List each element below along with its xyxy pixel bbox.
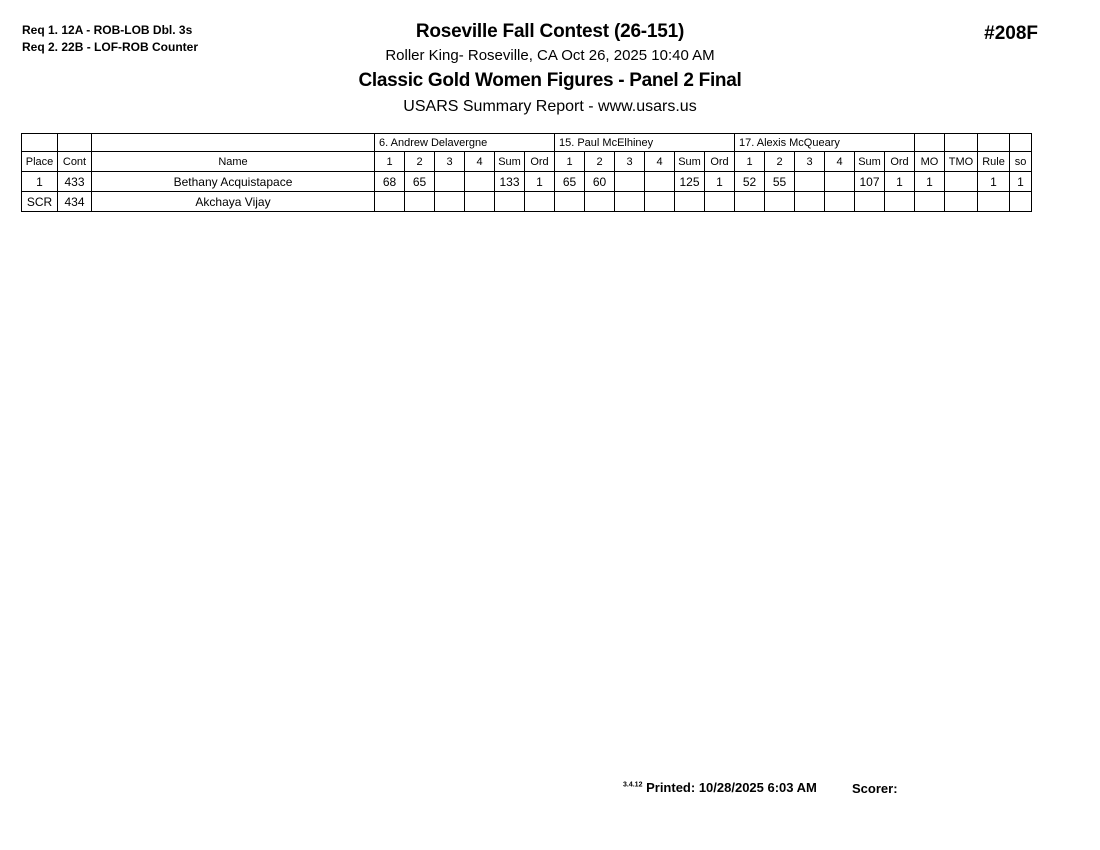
scorer-label: Scorer: bbox=[852, 781, 898, 796]
cell-j3-ord: 1 bbox=[885, 172, 915, 192]
cell-j3-s2: 55 bbox=[765, 172, 795, 192]
column-header-j3-4: 4 bbox=[825, 152, 855, 172]
judge-name-3: 17. Alexis McQueary bbox=[735, 134, 915, 152]
document-code: #208F bbox=[984, 23, 1038, 44]
cell-j2-s3 bbox=[615, 172, 645, 192]
cell-j1-s4 bbox=[465, 172, 495, 192]
cell-j1-s4 bbox=[465, 192, 495, 212]
column-header-j1-4: 4 bbox=[465, 152, 495, 172]
cell-j2-sum bbox=[675, 192, 705, 212]
column-header-row bbox=[22, 152, 1032, 172]
cell-place: 1 bbox=[22, 172, 58, 192]
column-header-j3-1: 1 bbox=[735, 152, 765, 172]
column-header-rule: Rule bbox=[978, 152, 1010, 172]
spacer-cell bbox=[945, 134, 978, 152]
column-header-j1-ord: Ord bbox=[525, 152, 555, 172]
cell-j2-s4 bbox=[645, 192, 675, 212]
cell-name: Akchaya Vijay bbox=[92, 192, 375, 212]
contest-title: Roseville Fall Contest (26-151) bbox=[415, 21, 685, 42]
results-table-container bbox=[21, 133, 1032, 212]
cell-j3-sum: 107 bbox=[855, 172, 885, 192]
column-header-j3-sum: Sum bbox=[855, 152, 885, 172]
column-header-j1-2: 2 bbox=[405, 152, 435, 172]
column-header-mo: MO bbox=[915, 152, 945, 172]
column-header-so: so bbox=[1010, 152, 1032, 172]
column-header-j2-3: 3 bbox=[615, 152, 645, 172]
column-header-tmo: TMO bbox=[945, 152, 978, 172]
cell-j2-ord: 1 bbox=[705, 172, 735, 192]
column-header-j2-ord: Ord bbox=[705, 152, 735, 172]
judge-name-1: 6. Andrew Delavergne bbox=[375, 134, 555, 152]
cell-j1-sum bbox=[495, 192, 525, 212]
cell-j3-s2 bbox=[765, 192, 795, 212]
column-header-j2-1: 1 bbox=[555, 152, 585, 172]
cell-rule bbox=[978, 192, 1010, 212]
cell-j2-ord bbox=[705, 192, 735, 212]
cell-j2-s2 bbox=[585, 192, 615, 212]
title-block bbox=[0, 20, 1100, 118]
cell-place: SCR bbox=[22, 192, 58, 212]
column-header-j3-3: 3 bbox=[795, 152, 825, 172]
cell-j3-s4 bbox=[825, 192, 855, 212]
column-header-j1-1: 1 bbox=[375, 152, 405, 172]
cell-j3-s1 bbox=[735, 192, 765, 212]
cell-rule: 1 bbox=[978, 172, 1010, 192]
cell-j3-s1: 52 bbox=[735, 172, 765, 192]
column-header-j2-2: 2 bbox=[585, 152, 615, 172]
cell-j1-sum: 133 bbox=[495, 172, 525, 192]
cell-j2-s1 bbox=[555, 192, 585, 212]
column-header-j2-4: 4 bbox=[645, 152, 675, 172]
cell-j2-s4 bbox=[645, 172, 675, 192]
cell-mo: 1 bbox=[915, 172, 945, 192]
cell-j2-s3 bbox=[615, 192, 645, 212]
spacer-cell bbox=[915, 134, 945, 152]
event-title: Classic Gold Women Figures - Panel 2 Final bbox=[358, 70, 742, 91]
cell-j3-s3 bbox=[795, 192, 825, 212]
cell-so bbox=[1010, 192, 1032, 212]
cell-j1-s2 bbox=[405, 192, 435, 212]
spacer-cell bbox=[58, 134, 92, 152]
column-header-cont: Cont bbox=[58, 152, 92, 172]
column-header-j1-sum: Sum bbox=[495, 152, 525, 172]
column-header-j2-sum: Sum bbox=[675, 152, 705, 172]
cell-j2-s1: 65 bbox=[555, 172, 585, 192]
judge-name-2: 15. Paul McElhiney bbox=[555, 134, 735, 152]
cell-tmo bbox=[945, 192, 978, 212]
spacer-cell bbox=[92, 134, 375, 152]
spacer-cell bbox=[22, 134, 58, 152]
cell-mo bbox=[915, 192, 945, 212]
report-subtitle: USARS Summary Report - www.usars.us bbox=[403, 98, 697, 115]
cell-j1-ord: 1 bbox=[525, 172, 555, 192]
column-header-j3-2: 2 bbox=[765, 152, 795, 172]
cell-j1-s1: 68 bbox=[375, 172, 405, 192]
cell-j1-s2: 65 bbox=[405, 172, 435, 192]
cell-name: Bethany Acquistapace bbox=[92, 172, 375, 192]
requirement-line-1: Req 1. 12A - ROB-LOB Dbl. 3s bbox=[22, 23, 193, 37]
venue-datetime: Roller King- Roseville, CA Oct 26, 2025 10:40 AM bbox=[385, 47, 715, 64]
cell-j1-s3 bbox=[435, 192, 465, 212]
printed-text: Printed: 10/28/2025 6:03 AM bbox=[646, 780, 817, 795]
version-marker: 3.4.12 bbox=[623, 781, 643, 789]
table-row[interactable] bbox=[22, 172, 1032, 192]
cell-j1-ord bbox=[525, 192, 555, 212]
cell-j3-s4 bbox=[825, 172, 855, 192]
cell-j2-s2: 60 bbox=[585, 172, 615, 192]
spacer-cell bbox=[1010, 134, 1032, 152]
column-header-place: Place bbox=[22, 152, 58, 172]
cell-cont: 433 bbox=[58, 172, 92, 192]
printed-stamp bbox=[623, 780, 817, 795]
cell-j3-ord bbox=[885, 192, 915, 212]
column-header-name: Name bbox=[92, 152, 375, 172]
cell-j1-s3 bbox=[435, 172, 465, 192]
spacer-cell bbox=[978, 134, 1010, 152]
cell-j3-sum bbox=[855, 192, 885, 212]
cell-tmo bbox=[945, 172, 978, 192]
cell-cont: 434 bbox=[58, 192, 92, 212]
judge-header-row bbox=[22, 134, 1032, 152]
table-row[interactable] bbox=[22, 192, 1032, 212]
cell-j3-s3 bbox=[795, 172, 825, 192]
results-table bbox=[21, 133, 1032, 212]
cell-so: 1 bbox=[1010, 172, 1032, 192]
requirement-line-2: Req 2. 22B - LOF-ROB Counter bbox=[22, 40, 199, 54]
cell-j1-s1 bbox=[375, 192, 405, 212]
column-header-j3-ord: Ord bbox=[885, 152, 915, 172]
cell-j2-sum: 125 bbox=[675, 172, 705, 192]
column-header-j1-3: 3 bbox=[435, 152, 465, 172]
